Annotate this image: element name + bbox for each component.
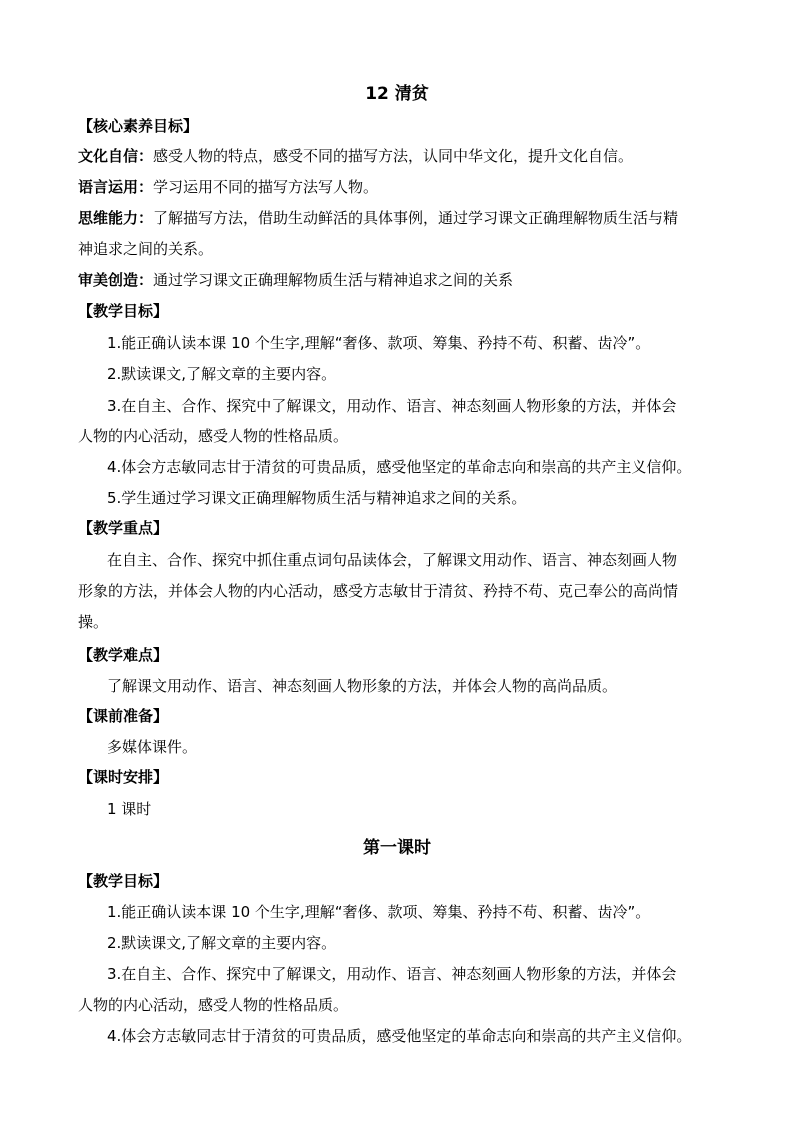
key-points-text: 操。: [78, 613, 109, 631]
lesson-goal-item: 2.默读课文,了解文章的主要内容。: [107, 934, 337, 952]
key-points-text: 在自主、合作、探究中抓住重点词句品读体会，了解课文用动作、语言、神态刻画人物: [107, 551, 678, 569]
teaching-goal-item: 3.在自主、合作、探究中了解课文，用动作、语言、神态刻画人物形象的方法，并体会: [107, 397, 677, 415]
teaching-goal-item: 2.默读课文,了解文章的主要内容。: [107, 365, 337, 383]
difficulties-text: 了解课文用动作、语言、神态刻画人物形象的方法，并体会人物的高尚品质。: [107, 677, 618, 695]
teaching-goal-item: 1.能正确认读本课 10 个生字,理解“奢侈、款项、筹集、矜持不苟、积蓄、齿冷”。: [107, 334, 651, 352]
lesson-goal-item: 3.在自主、合作、探究中了解课文，用动作、语言、神态刻画人物形象的方法，并体会: [107, 965, 677, 983]
culture-text: 感受人物的特点，感受不同的描写方法，认同中华文化，提升文化自信。: [153, 147, 634, 165]
lesson-goals-heading: 【教学目标】: [78, 872, 169, 890]
culture-goal: [78, 146, 728, 166]
preparation-text: 多媒体课件。: [107, 738, 198, 756]
thinking-goal-continued: 神追求之间的关系。: [78, 240, 214, 258]
lesson-title: 第一课时: [363, 838, 431, 858]
thinking-goal: [78, 208, 728, 228]
teaching-goal-item: 4.体会方志敏同志甘于清贫的可贵品质，感受他坚定的革命志向和崇高的共产主义信仰。: [107, 458, 692, 476]
core-goals-heading: 【核心素养目标】: [78, 117, 199, 135]
schedule-heading: 【课时安排】: [78, 768, 169, 786]
teaching-goals-heading: 【教学目标】: [78, 302, 169, 320]
lesson-goal-item: 1.能正确认读本课 10 个生字,理解“奢侈、款项、筹集、矜持不苟、积蓄、齿冷”。: [107, 903, 651, 921]
teaching-goal-item: 5.学生通过学习课文正确理解物质生活与精神追求之间的关系。: [107, 489, 527, 507]
document-title: 12 清贫: [365, 84, 429, 104]
lesson-goal-item: 4.体会方志敏同志甘于清贫的可贵品质，感受他坚定的革命志向和崇高的共产主义信仰。: [107, 1027, 692, 1045]
language-text: 学习运用不同的描写方法写人物。: [153, 178, 379, 196]
teaching-goal-item-continued: 人物的内心活动，感受人物的性格品质。: [78, 427, 349, 445]
aesthetic-label: 审美创造：: [78, 271, 154, 289]
preparation-heading: 【课前准备】: [78, 707, 169, 725]
thinking-text: 了解描写方法，借助生动鲜活的具体事例，通过学习课文正确理解物质生活与精: [153, 209, 679, 227]
thinking-label: 思维能力：: [78, 209, 154, 227]
schedule-text: 1 课时: [107, 800, 152, 818]
aesthetic-text: 通过学习课文正确理解物质生活与精神追求之间的关系: [153, 271, 514, 289]
language-goal: [78, 177, 728, 197]
culture-label: 文化自信：: [78, 147, 154, 165]
key-points-text: 形象的方法，并体会人物的内心活动，感受方志敏甘于清贫、矜持不苟、克己奉公的高尚情: [78, 582, 679, 600]
aesthetic-goal: [78, 270, 728, 290]
language-label: 语言运用：: [78, 178, 154, 196]
lesson-goal-item-continued: 人物的内心活动，感受人物的性格品质。: [78, 996, 349, 1014]
key-points-heading: 【教学重点】: [78, 519, 169, 537]
difficulties-heading: 【教学难点】: [78, 646, 169, 664]
